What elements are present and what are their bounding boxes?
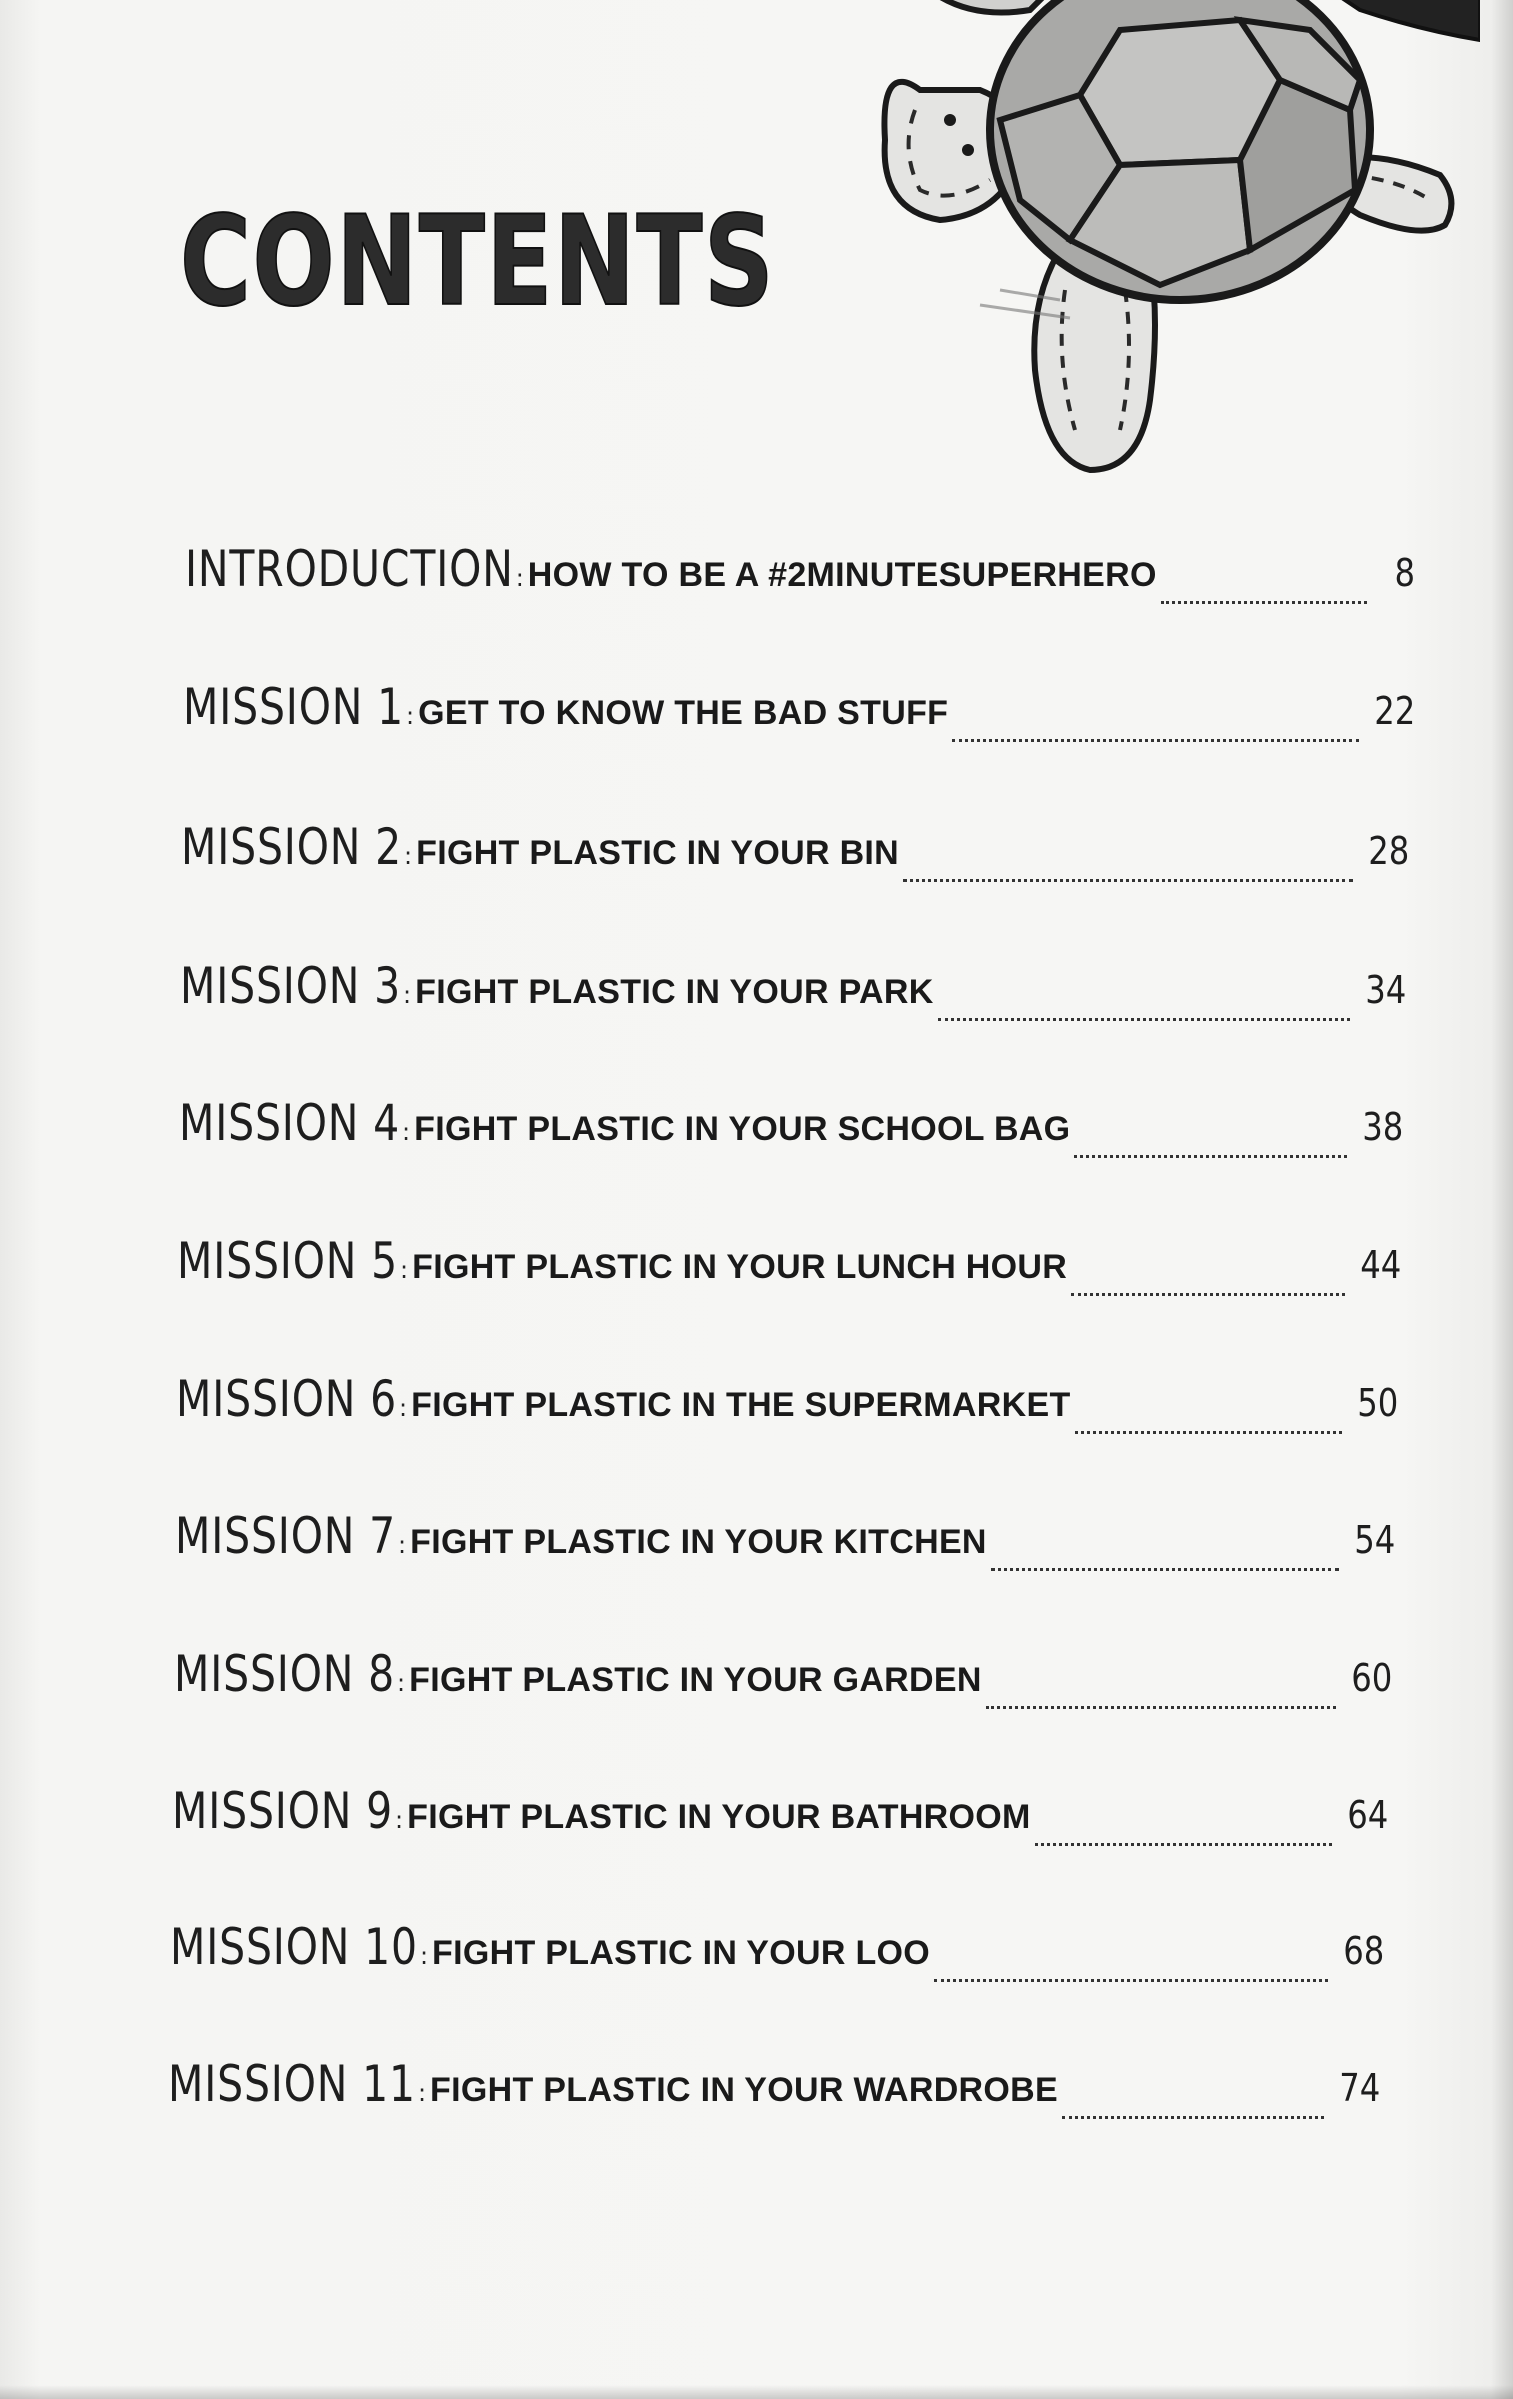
toc-page-number: 50	[1356, 1381, 1398, 1425]
toc-colon: :	[402, 1118, 411, 1146]
toc-subtitle: FIGHT PLASTIC IN YOUR SCHOOL BAG	[414, 1110, 1071, 1148]
toc-label: MISSION 7	[175, 1507, 397, 1565]
toc-leader-dots	[1161, 601, 1367, 604]
toc-label: MISSION 2	[181, 818, 403, 876]
toc-colon: :	[400, 1256, 409, 1284]
toc-label: MISSION 3	[180, 957, 402, 1015]
toc-entry[interactable]	[174, 1645, 1392, 1725]
page-title: CONTENTS	[180, 190, 776, 334]
toc-colon: :	[406, 702, 415, 730]
toc-entry[interactable]	[172, 1782, 1388, 1862]
toc-label: MISSION 6	[176, 1370, 398, 1428]
toc-label: MISSION 8	[174, 1645, 396, 1703]
toc-subtitle: HOW TO BE A #2MINUTESUPERHERO	[527, 556, 1157, 594]
toc-leader-dots	[986, 1706, 1336, 1709]
toc-colon: :	[398, 1531, 407, 1559]
toc-colon: :	[397, 1669, 406, 1697]
toc-colon: :	[404, 842, 413, 870]
toc-label: MISSION 4	[179, 1094, 401, 1152]
toc-leader-dots	[903, 879, 1353, 882]
toc-leader-dots	[1062, 2116, 1324, 2119]
toc-entry[interactable]	[176, 1370, 1398, 1450]
toc-subtitle: FIGHT PLASTIC IN YOUR LOO	[432, 1934, 931, 1972]
toc-leader-dots	[1075, 1431, 1342, 1434]
toc-page-number: 38	[1361, 1105, 1403, 1149]
toc-label: MISSION 9	[172, 1782, 394, 1840]
toc-entry[interactable]	[181, 818, 1409, 898]
toc-leader-dots	[1074, 1155, 1346, 1158]
toc-entry[interactable]	[170, 1918, 1384, 1998]
toc-label: INTRODUCTION	[185, 540, 514, 598]
toc-page-number: 44	[1359, 1243, 1401, 1287]
toc-subtitle: FIGHT PLASTIC IN YOUR GARDEN	[409, 1661, 982, 1699]
toc-label: MISSION 1	[183, 678, 405, 736]
toc-subtitle: GET TO KNOW THE BAD STUFF	[418, 694, 949, 732]
toc-entry[interactable]	[180, 957, 1406, 1037]
toc-colon: :	[395, 1806, 404, 1834]
toc-page-number: 54	[1353, 1518, 1395, 1562]
toc-colon: :	[417, 2079, 427, 2107]
toc-entry[interactable]	[177, 1232, 1401, 1312]
toc-subtitle: FIGHT PLASTIC IN YOUR PARK	[415, 973, 934, 1011]
toc-colon: :	[399, 1394, 408, 1422]
toc-leader-dots	[938, 1018, 1350, 1021]
toc-label: MISSION 5	[177, 1232, 399, 1290]
toc-leader-dots	[1035, 1843, 1332, 1846]
toc-subtitle: FIGHT PLASTIC IN YOUR BIN	[416, 834, 900, 872]
toc-subtitle: FIGHT PLASTIC IN THE SUPERMARKET	[411, 1386, 1071, 1424]
toc-page-number: 8	[1394, 551, 1415, 595]
toc-page-number: 28	[1367, 829, 1409, 873]
toc-leader-dots	[991, 1568, 1339, 1571]
toc-page-number: 68	[1342, 1929, 1384, 1973]
toc-page-number: 64	[1346, 1793, 1388, 1837]
toc-page-number: 34	[1364, 968, 1406, 1012]
toc-colon: :	[403, 981, 412, 1009]
toc-label: MISSION 10	[170, 1918, 418, 1976]
toc-subtitle: FIGHT PLASTIC IN YOUR KITCHEN	[410, 1523, 987, 1561]
toc-entry[interactable]	[185, 540, 1415, 620]
toc-page-number: 74	[1338, 2066, 1380, 2110]
toc-subtitle: FIGHT PLASTIC IN YOUR BATHROOM	[407, 1798, 1031, 1836]
toc-entry[interactable]	[183, 678, 1415, 758]
toc-leader-dots	[1071, 1293, 1345, 1296]
toc-page-number: 22	[1373, 689, 1415, 733]
toc-colon: :	[419, 1942, 429, 1970]
toc-entry[interactable]	[168, 2055, 1380, 2135]
toc-leader-dots	[952, 739, 1358, 742]
toc-page-number: 60	[1350, 1656, 1392, 1700]
toc-entry[interactable]	[179, 1094, 1403, 1174]
toc-entry[interactable]	[175, 1507, 1395, 1587]
toc-subtitle: FIGHT PLASTIC IN YOUR LUNCH HOUR	[412, 1248, 1068, 1286]
toc-leader-dots	[934, 1979, 1328, 1982]
toc-label: MISSION 11	[168, 2055, 416, 2113]
toc-colon: :	[515, 564, 524, 592]
toc-subtitle: FIGHT PLASTIC IN YOUR WARDROBE	[430, 2071, 1058, 2109]
